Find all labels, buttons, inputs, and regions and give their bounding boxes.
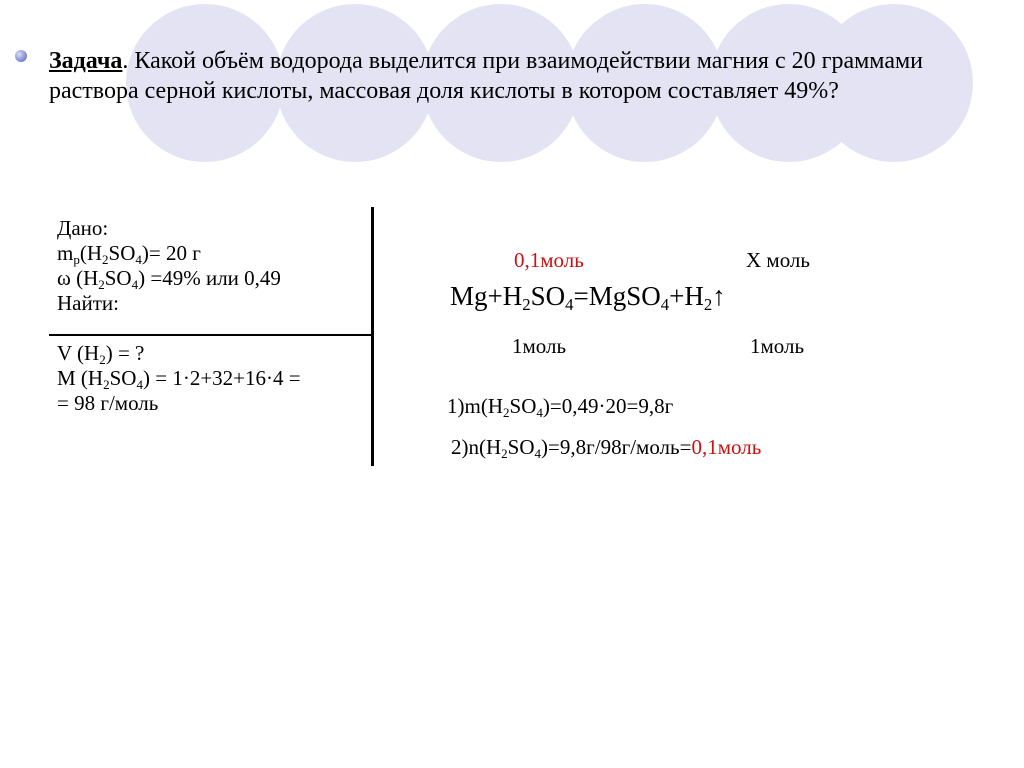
reaction-equation: $Mg+H_2SO_4=MgSO_4+H_2↑$: [450, 281, 726, 315]
task-text: . Какой объём водорода выделится при взаимодействии магния с 20 граммами раствора серной кислоты, массовая доля кислоты в котором составляет 49%?: [49, 48, 924, 104]
calc-line-1: $1)m(H_2SO_4)=0,49\cdot 20=9,8г$: [447, 394, 674, 420]
reaction-bottom-left: 1моль: [512, 334, 567, 358]
calc-line-2: $2)n(H_2SO_4)=9,8г/98г/моль=0,1моль$: [451, 435, 762, 461]
bullet-icon: [15, 50, 27, 62]
reaction-top-left: 0,1моль: [514, 248, 584, 272]
given-mass: $m_р(H_2SO_4)= 20$ г: [57, 241, 201, 267]
given-title: Дано:: [57, 216, 109, 240]
given-mass-fraction: ω $(H_2SO_4) =49\%$ или 0,49: [57, 266, 281, 292]
reaction-top-right: X моль: [746, 248, 810, 272]
find-volume: V $(H_2)$ = ?: [57, 341, 145, 367]
divider-vertical: [371, 207, 374, 466]
task-label: Задача: [49, 48, 123, 74]
divider-horizontal: [49, 334, 373, 336]
task-statement: [49, 46, 939, 106]
molar-mass-result: = 98 г/моль: [57, 391, 159, 415]
reaction-bottom-right: 1моль: [750, 334, 805, 358]
molar-mass: M $(H_2SO_4) = 1\cdot 2+32+16\cdot 4$ =: [57, 366, 301, 392]
find-title: Найти:: [57, 291, 119, 315]
